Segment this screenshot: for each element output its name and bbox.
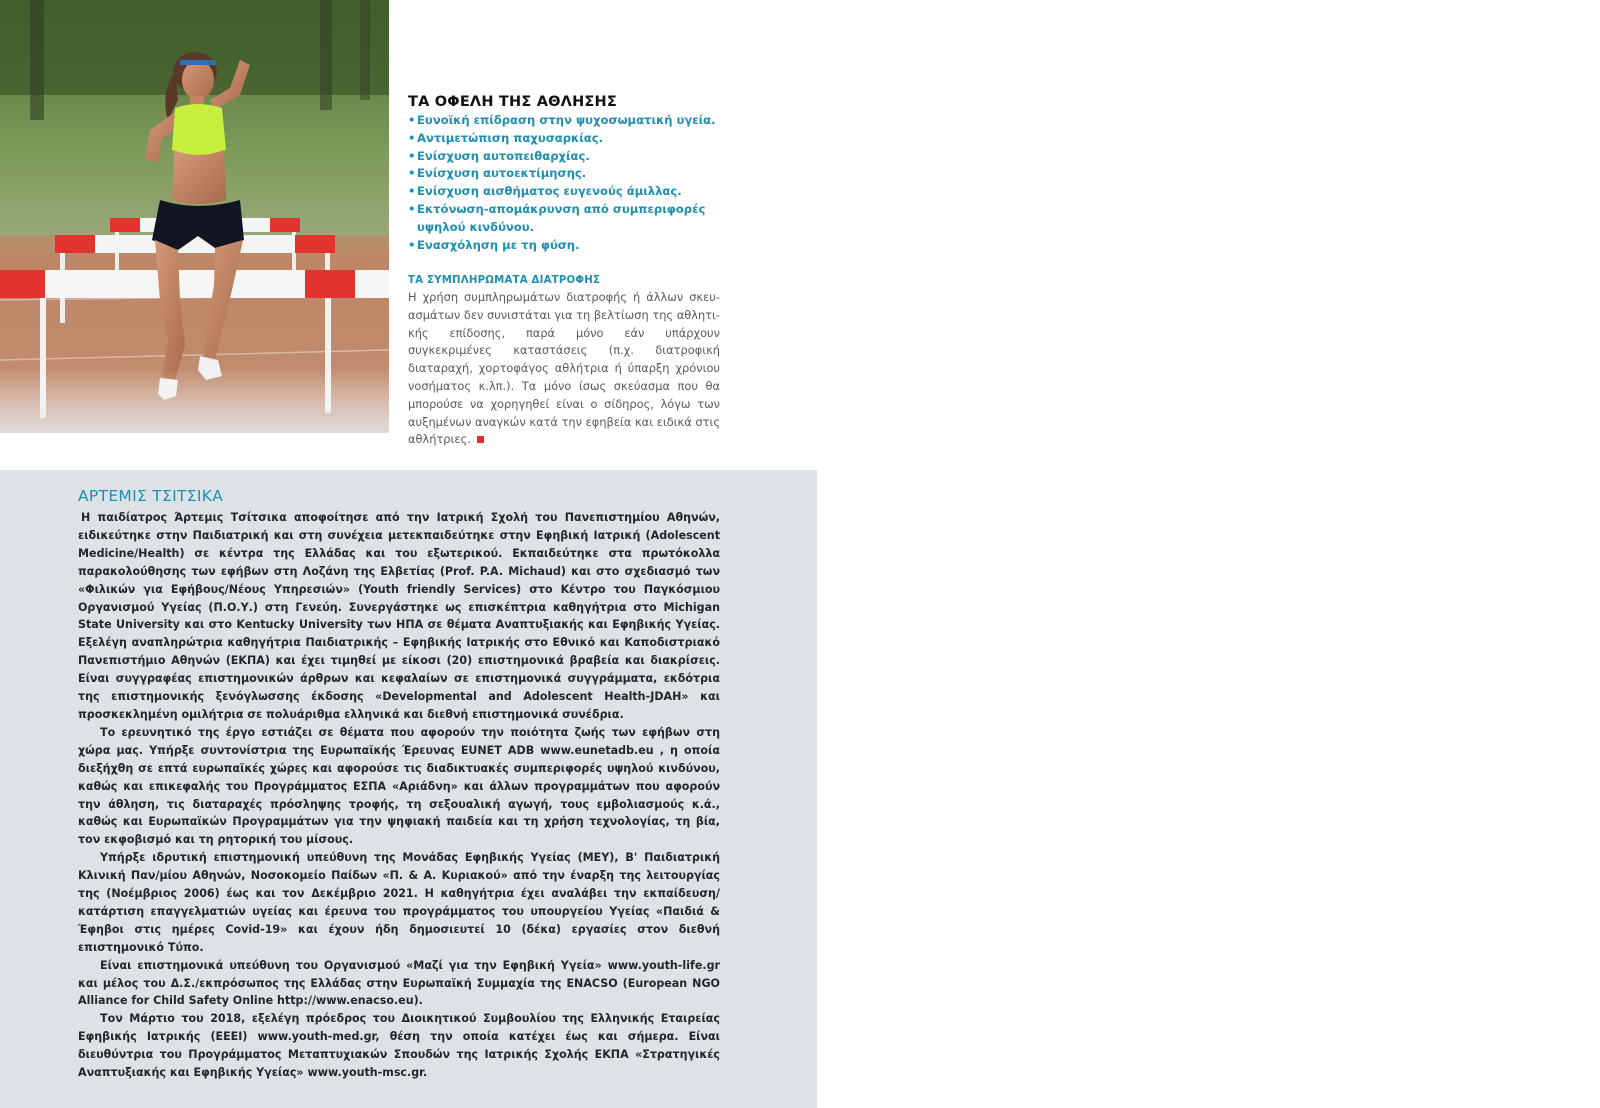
- list-item-text: Ενίσχυση αυτοπειθαρχίας.: [417, 148, 590, 163]
- list-item-text: Αντιμετώπιση παχυσαρκίας.: [417, 130, 603, 145]
- supplements-section: [408, 275, 720, 449]
- list-item-text: Ενίσχυση αισθήματος ευγενούς άμιλλας.: [417, 184, 682, 199]
- bio-name: ΑΡΤΕΜΙΣ ΤΣΙΤΣΙΚΑ: [78, 487, 224, 505]
- bio-text: [78, 509, 720, 1082]
- end-mark-icon: [477, 436, 484, 443]
- list-item: [408, 165, 728, 183]
- athlete-hurdles-photo: [0, 0, 389, 433]
- bio-paragraph: Υπήρξε ιδρυτική επιστημονική υπεύθυνη της Μονάδας Εφηβικής Υγείας (ΜΕΥ), Β' Παιδιατρική Κλινική Παν/μίου Αθηνών, Νοσοκομείο Παίδων «Π. & Α. Κυριακού» από την έναρξη της λειτουργίας της (Νοέμβριος 2006) έως και τον Δεκέμβριο 2021. Η καθηγήτρια έχει αναλάβει την εκπαίδευση/κατάρτιση επαγγελματιών υγείας και έρευνα του προγράμματος του υπουργείου Υγείας «Παιδιά & Έφηβοι στις ημέρες Covid-19» και έχουν ήδη δημοσιευτεί 10 (δέκα) εργασίες στον διεθνή επιστημονικό Τύπο.: [78, 851, 720, 954]
- list-item: [408, 237, 728, 255]
- supplements-text: Η χρήση συμπληρωμάτων διατροφής ή άλλων σκευασμάτων δεν συνιστάται για τη βελτίωση της αθλητικής επίδοσης, παρά μόνο εάν υπάρχουν συγκεκριμένες καταστάσεις (π.χ. διατροφική διαταραχή, χορτοφάγος αθλήτρια ή ύπαρξη χρόνιου νοσήματος κ.λπ.). Τα μόνο ίσως σκεύασμα που θα μπορούσε να χορηγηθεί είναι ο σίδηρος, λόγω των αυξημένων αναγκών κατά την εφηβεία και ειδικά στις αθλήτριες.: [408, 290, 720, 447]
- list-item-text: Ενίσχυση αυτοεκτίμησης.: [417, 166, 587, 181]
- list-item: [408, 148, 728, 166]
- bio-paragraph: Το ερευνητικό της έργο εστιάζει σε θέματα που αφορούν την ποιότητα ζωής των εφήβων στη χώρα μας. Υπήρξε συντονίστρια της Ευρωπαϊκής Έρευνας EUNET ADB www.eunetadb.eu , η οποία διεξήχθη σε επτά ευρωπαϊκές χώρες και αφορούσε τις διαδικτυακές συμπεριφορές υψηλού κινδύνου, καθώς και επικεφαλής του Προγράμματος ΕΣΠΑ «Αριάδνη» και άλλων προγραμμάτων που αφορούν την άθληση, τις διαταραχές πρόσληψης τροφής, τη σεξουαλική αγωγή, τους εμβολιασμούς κ.ά., καθώς και Ευρωπαϊκών Προγραμμάτων για την ψηφιακή παιδεία και τη χρήση τεχνολογίας, τη βία, τον εκφοβισμό και τη ρητορική του μίσους.: [78, 725, 720, 847]
- bio-panel: [0, 470, 817, 1108]
- list-item-text: Εκτόνωση-απομάκρυνση από συμπεριφορές υψηλού κινδύνου.: [417, 201, 706, 234]
- benefits-list: [408, 112, 728, 254]
- bullet-icon: •: [408, 148, 416, 163]
- supplements-paragraph: [408, 289, 720, 449]
- list-item: [408, 130, 728, 148]
- bio-paragraph: Η παιδίατρος Άρτεμις Τσίτσικα αποφοίτησε από την Ιατρική Σχολή του Πανεπιστημίου Αθηνών, ειδικεύτηκε στην Παιδιατρική και στη συνέχεια μετεκπαιδεύτηκε στην Εφηβική Ιατρική (Adolescent Medicine/Health) σε κέντρα της Ελλάδας και του εξωτερικού. Εκπαιδεύτηκε στα πρωτόκολλα παρακολούθησης των εφήβων στη Λοζάνη της Ελβετίας (Prof. P.A. Michaud) και στο σχεδιασμό των «Φιλικών για Εφήβους/Νέους Υπηρεσιών» (Youth friendly Services) στο Κέντρο του Παγκόσμιου Οργανισμού Υγείας (Π.Ο.Υ.) στη Γενεύη. Συνεργάστηκε ως επισκέπτρια καθηγήτρια στο Michigan State University και στο Kentucky University των ΗΠΑ σε θέματα Αναπτυξιακής και Εφηβικής Υγείας. Εξελέγη αναπληρώτρια καθηγήτρια Παιδιατρικής – Εφηβικής Ιατρικής στο Εθνικό και Καποδιστριακό Πανεπιστήμιο Αθηνών (ΕΚΠΑ) και έχει τιμηθεί με είκοσι (20) επιστημονικά βραβεία και διακρίσεις. Είναι συγγραφέας επιστημονικών άρθρων και κεφαλαίων σε επιστημονικά συγγράμματα, εκδότρια της επιστημονικής ξενόγλωσσης έκδοσης «Developmental and Adolescent Health-JDAH» και προσκεκλημένη ομιλήτρια σε πολυάριθμα ελληνικά και διεθνή επιστημονικά συνέδρια.: [78, 511, 720, 721]
- bio-paragraph: Τον Μάρτιο του 2018, εξελέγη πρόεδρος του Διοικητικού Συμβουλίου της Ελληνικής Εταιρείας Εφηβικής Ιατρικής (ΕΕΕΙ) www.youth-med.gr, θέση την οποία κατέχει έως και σήμερα. Είναι διευθύντρια του Προγράμματος Μεταπτυχιακών Σπουδών της Ιατρικής Σχολής ΕΚΠΑ «Στρατηγικές Αναπτυξιακής και Εφηβικής Υγείας» www.youth-msc.gr.: [78, 1012, 720, 1080]
- bullet-icon: •: [408, 237, 416, 252]
- list-item-text: Ευνοϊκή επίδραση στην ψυχοσωματική υγεία.: [417, 113, 716, 127]
- benefits-section: [408, 94, 728, 254]
- list-item-text: Ενασχόληση με τη φύση.: [417, 237, 580, 252]
- bio-paragraph: Είναι επιστημονικά υπεύθυνη του Οργανισμού «Μαζί για την Εφηβική Υγεία» www.youth-life.gr και μέλος του Δ.Σ./εκπρόσωπος της Ελλάδας στην Ευρωπαϊκή Συμμαχία της ENACSO (European NGO Alliance for Child Safety Online http://www.enacso.eu).: [78, 958, 720, 1008]
- bullet-icon: •: [408, 166, 416, 181]
- list-item: [408, 201, 728, 237]
- bullet-icon: •: [408, 113, 416, 127]
- list-item: [408, 183, 728, 201]
- bullet-icon: •: [408, 184, 416, 199]
- bullet-icon: •: [408, 130, 416, 145]
- bullet-icon: •: [408, 201, 416, 216]
- list-item: [408, 112, 728, 130]
- supplements-title: ΤΑ ΣΥΜΠΛΗΡΩΜΑΤΑ ΔΙΑΤΡΟΦΗΣ: [408, 275, 601, 286]
- benefits-title: ΤΑ ΟΦΕΛΗ ΤΗΣ ΑΘΛΗΣΗΣ: [408, 94, 617, 110]
